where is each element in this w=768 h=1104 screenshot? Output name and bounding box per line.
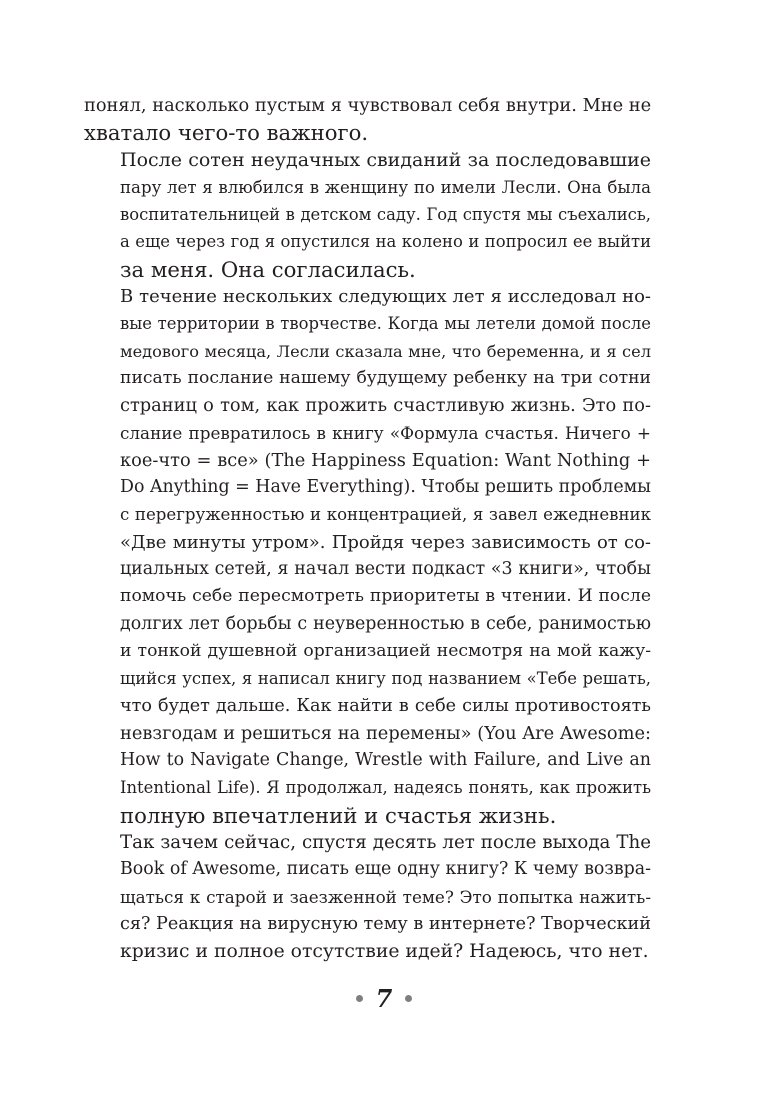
- text-line: что будет дальше. Как найти в себе силы противостоять: [120, 695, 651, 716]
- text-line: How to Navigate Change, Wrestle with Failure, and Live an: [120, 750, 651, 771]
- text-line: Do Anything = Have Everything). Чтобы решить проблемы: [120, 477, 651, 498]
- text-line: вые территории в творчестве. Когда мы летели домой после: [120, 314, 651, 334]
- page-footer: [0, 984, 768, 1014]
- text-line: В течение нескольких следующих лет я исследовал но-: [120, 286, 651, 308]
- text-line: невзгодам и решиться на перемены» (You Are Awesome:: [120, 722, 651, 744]
- text-line: страниц о том, как прожить счастливую жизнь. Это по-: [120, 395, 651, 417]
- text-line: с перегруженностью и концентрацией, я завел ежедневник: [120, 505, 651, 525]
- text-line: циальных сетей, я начал вести подкаст «3 книги», чтобы: [120, 559, 651, 580]
- paragraph: [84, 92, 651, 147]
- text-line: писать послание нашему будущему ребенку на три сотни: [120, 367, 651, 388]
- text-line: хватало чего-то важного.: [84, 120, 369, 146]
- text-line: полную впечатлений и счастья жизнь.: [120, 802, 557, 828]
- text-line: понял, насколько пустым я чувствовал себя внутри. Мне не: [84, 95, 652, 116]
- text-line: слание превратилось в книгу «Формула счастья. Ничего +: [120, 422, 651, 443]
- text-line: Так зачем сейчас, спустя десять лет после выхода The: [120, 832, 651, 854]
- text-line: воспитательницей в детском саду. Год спустя мы съехались,: [120, 205, 651, 225]
- text-line: Book of Awesome, писать еще одну книгу? К чему возвра-: [120, 859, 651, 880]
- text-line: щаться к старой и заезженной теме? Это попытка нажить-: [120, 886, 651, 907]
- page-number: 7: [375, 984, 393, 1013]
- text-line: ся? Реакция на вирусную тему в интернете? Творческий: [120, 913, 651, 934]
- text-line: помочь себе пересмотреть приоритеты в чтении. И после: [120, 586, 651, 607]
- paragraph: [84, 147, 651, 283]
- text-line: за меня. Она согласилась.: [120, 256, 416, 282]
- text-line: а еще через год я опустился на колено и попросил ее выйти: [120, 232, 651, 252]
- text-line: щийся успех, я написал книгу под названием «Тебе решать,: [120, 669, 651, 689]
- text-line: долгих лет борьбы с неуверенностью в себе, ранимостью: [120, 613, 651, 634]
- paragraph: [84, 829, 651, 965]
- paragraph: [84, 283, 651, 829]
- text-line: Intentional Life). Я продолжал, надеясь понять, как прожить: [120, 778, 651, 798]
- text-line: кризис и полное отсутствие идей? Надеюсь, что нет.: [120, 941, 649, 963]
- text-line: кое-что = все» (The Happiness Equation: Want Nothing +: [120, 449, 651, 471]
- text-line: медового месяца, Лесли сказала мне, что беременна, и я сел: [120, 341, 651, 361]
- bullet-dot-icon: [405, 995, 412, 1002]
- text-line: После сотен неудачных свиданий за последовавшие: [120, 148, 651, 171]
- text-line: пару лет я влюбился в женщину по имели Лесли. Она была: [120, 177, 651, 197]
- page-body: [84, 92, 651, 966]
- bullet-dot-icon: [356, 995, 363, 1002]
- text-line: и тонкой душевной организацией несмотря на мой кажу-: [120, 640, 651, 661]
- text-line: «Две минуты утром». Пройдя через зависимость от со-: [120, 531, 651, 553]
